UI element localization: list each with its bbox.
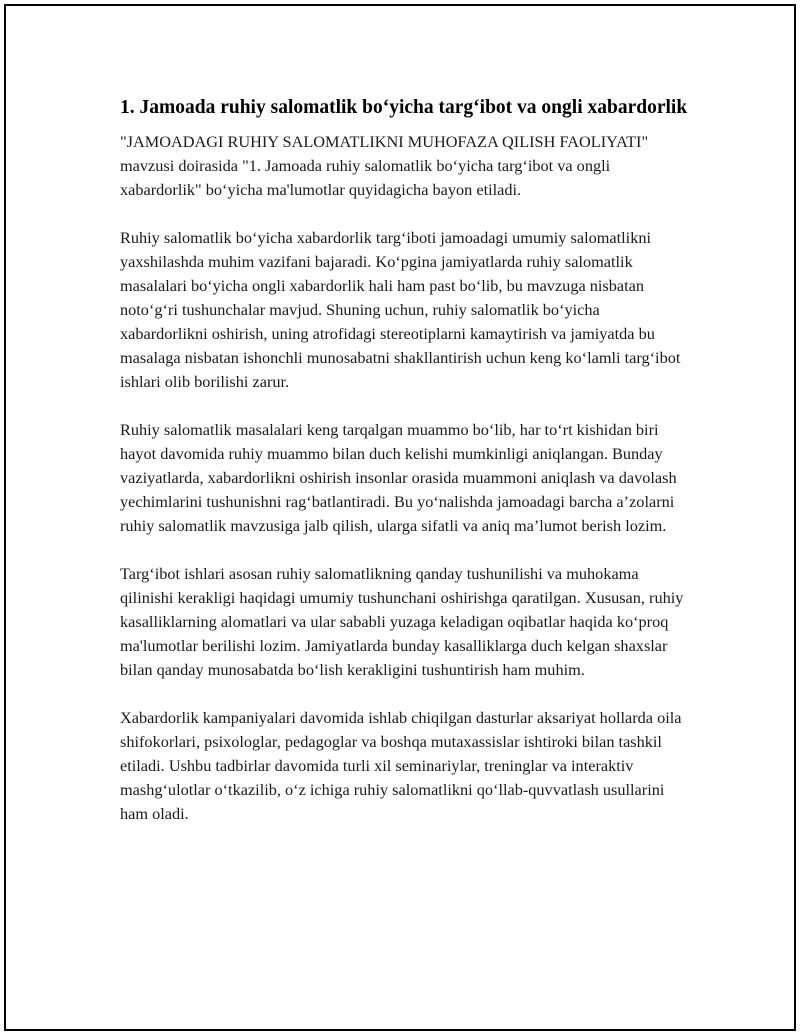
document-body	[120, 94, 690, 850]
body-paragraph-1: Ruhiy salomatlik bo‘yicha xabardorlik targ‘iboti jamoadagi umumiy salomatlikni yaxshilashda muhim vazifani bajaradi. Ko‘pgina jamiyatlarda ruhiy salomatlik masalalari bo‘yicha ongli xabardorlik hali ham past bo‘lib, bu mavzuga nisbatan noto‘g‘ri tushunchalar mavjud. Shuning uchun, ruhiy salomatlik bo‘yicha xabardorlikni oshirish, uning atrofidagi stereotiplarni kamaytirish va jamiyatda bu masalaga nisbatan ishonchli munosabatni shakllantirish uchun keng ko‘lamli targ‘ibot ishlari olib borilishi zarur.	[120, 228, 681, 391]
body-paragraph-4: Xabardorlik kampaniyalari davomida ishlab chiqilgan dasturlar aksariyat hollarda oila shifokorlari, psixologlar, pedagoglar va boshqa mutaxassislar ishtiroki bilan tashkil etiladi. Ushbu tadbirlar davomida turli xil seminariylar, treninglar va interaktiv mashg‘ulotlar o‘tkazilib, o‘z ichiga ruhiy salomatlikni qo‘llab-quvvatlash usullarini ham oladi.	[120, 708, 682, 823]
body-paragraph-2: Ruhiy salomatlik masalalari keng tarqalgan muammo bo‘lib, har to‘rt kishidan biri hayot davomida ruhiy muammo bilan duch kelishi mumkinligi aniqlangan. Bunday vaziyatlarda, xabardorlikni oshirish insonlar orasida muammoni aniqlash va davolash yechimlarini tushunishni rag‘batlantiradi. Bu yo‘nalishda jamoadagi barcha a’zolarni ruhiy salomatlik mavzusiga jalb qilish, ularga sifatli va aniq ma’lumot berish lozim.	[120, 420, 677, 535]
body-paragraph-3: Targ‘ibot ishlari asosan ruhiy salomatlikning qanday tushunilishi va muhokama qilinishi kerakligi haqidagi umumiy tushunchani oshirishga qaratilgan. Xususan, ruhiy kasalliklarning alomatlari va ular sababli yuzaga keladigan oqibatlar haqida ko‘proq ma'lumotlar berilishi lozim. Jamiyatlarda bunday kasalliklarga duch kelgan shaxslar bilan qanday munosabatda bo‘lish kerakligini tushuntirish ham muhim.	[120, 564, 684, 679]
document-page	[4, 4, 796, 1031]
intro-paragraph: "JAMOADAGI RUHIY SALOMATLIKNI MUHOFAZA QILISH FAOLIYATI" mavzusi doirasida "1. Jamoada ruhiy salomatlik bo‘yicha targ‘ibot va ongli xabardorlik" bo‘yicha ma'lumotlar quyidagicha bayon etiladi.	[120, 132, 649, 199]
document-title: 1. Jamoada ruhiy salomatlik bo‘yicha targ‘ibot va ongli xabardorlik	[120, 97, 688, 118]
